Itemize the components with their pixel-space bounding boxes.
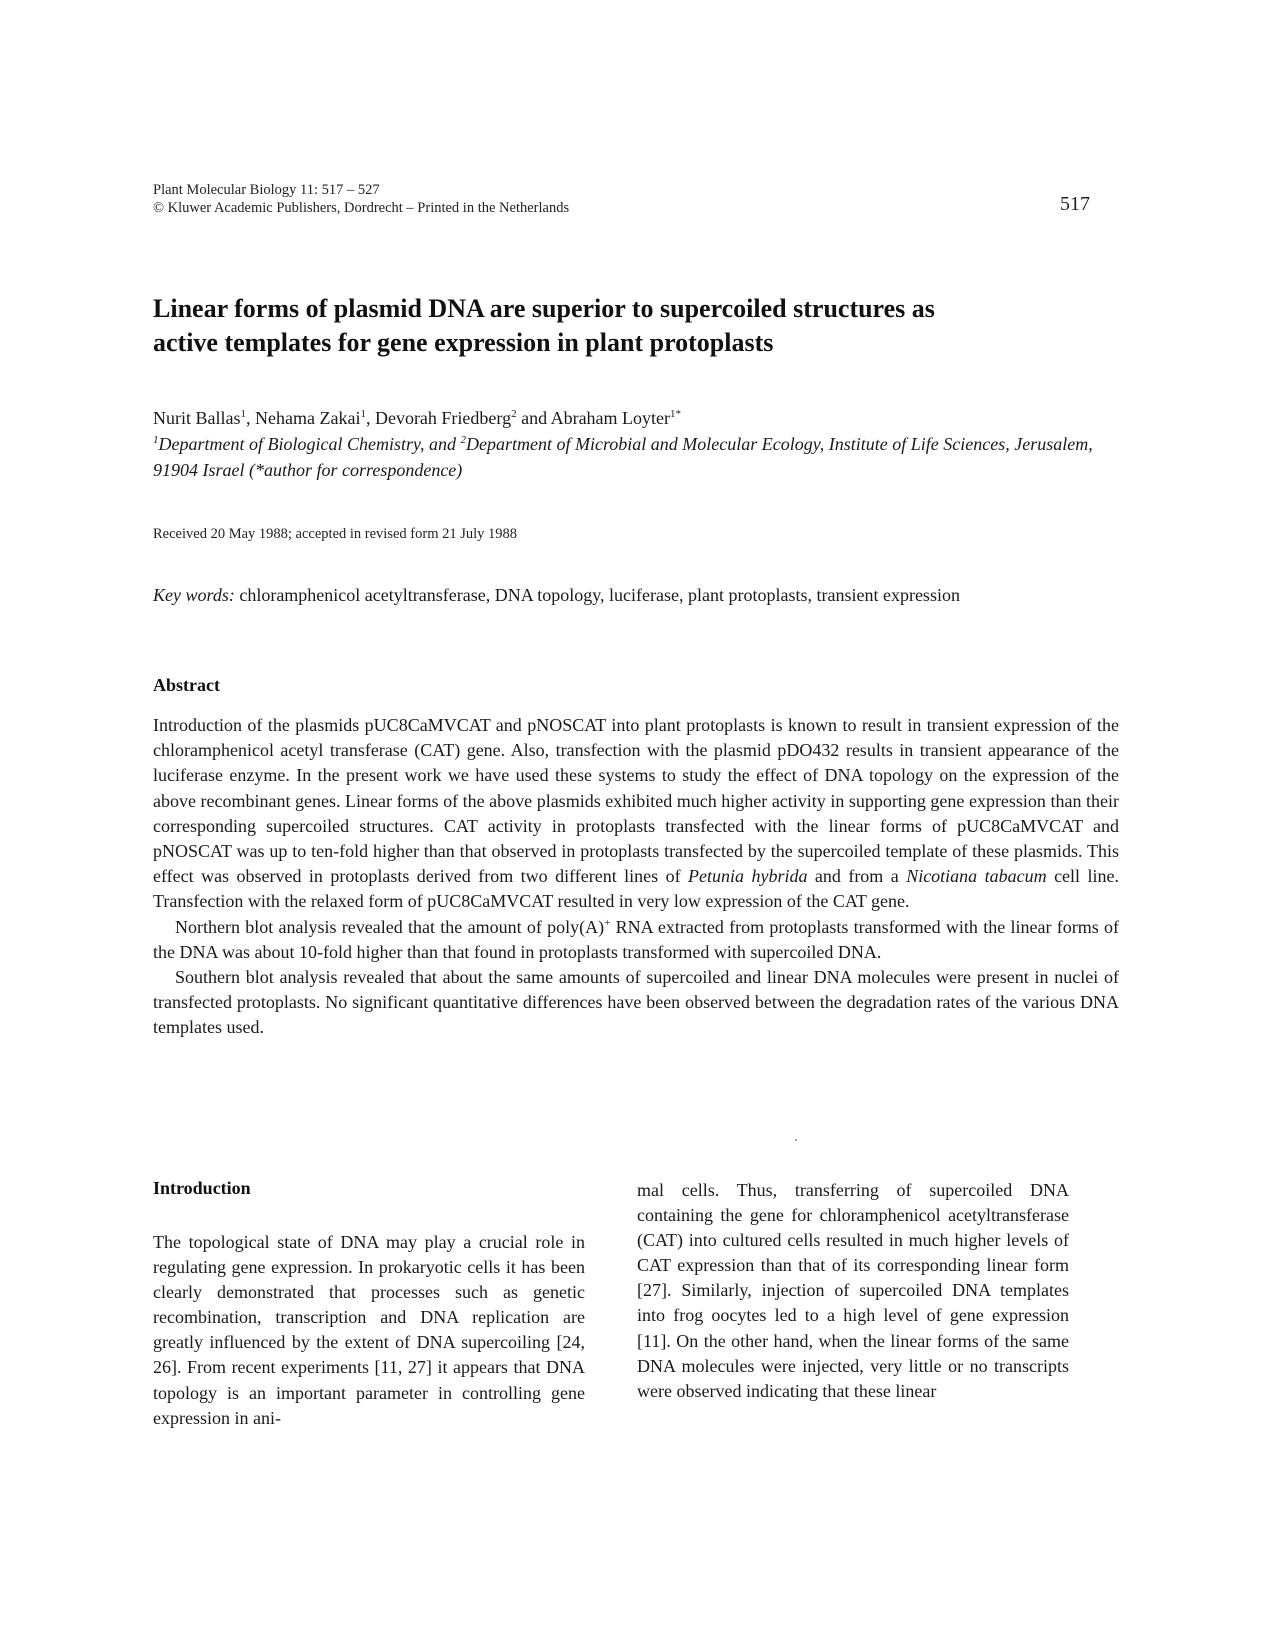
affiliation-text: Department of Biological Chemistry, and xyxy=(158,434,461,454)
title-line-2: active templates for gene expression in plant protoplasts xyxy=(153,328,774,357)
publisher-line: © Kluwer Academic Publishers, Dordrecht – Printed in the Netherlands xyxy=(153,200,570,216)
introduction-heading: Introduction xyxy=(153,1178,251,1198)
keywords-text: chloramphenicol acetyltransferase, DNA topology, luciferase, plant protoplasts, transient expression xyxy=(234,585,960,605)
superscript: + xyxy=(604,916,611,929)
affiliation-superscript: 1 xyxy=(153,434,159,446)
affiliation xyxy=(153,431,1118,483)
species-name: Petunia hybrida xyxy=(688,866,808,887)
author-name: Devorah Friedberg xyxy=(374,408,512,428)
author-superscript: 1* xyxy=(670,408,682,420)
author-superscript: 1 xyxy=(360,408,366,420)
abstract-text: Northern blot analysis revealed that the amount of poly(A) xyxy=(175,916,605,937)
author-name: Nehama Zakai xyxy=(255,408,361,428)
author-list xyxy=(153,406,681,430)
species-name: Nicotiana tabacum xyxy=(906,866,1047,887)
abstract-paragraph xyxy=(153,713,1119,915)
received-dates: Received 20 May 1988; accepted in revised form 21 July 1988 xyxy=(153,526,518,542)
abstract-text: and from a xyxy=(807,866,907,887)
author-name: Nurit Ballas xyxy=(153,408,241,428)
page-number: 517 xyxy=(1060,193,1090,215)
author-name: Abraham Loyter xyxy=(550,408,671,428)
author-separator: , xyxy=(365,408,375,428)
introduction-paragraph: mal cells. Thus, transferring of supercoiled DNA containing the gene for chloramphenicol acetyltransferase (CAT) into cultured cells resulted in much higher levels of CAT expression than that of its corresponding linear form [27]. Similarly, injection of supercoiled DNA templates into frog oocytes led to a high level of gene expression [11]. On the other hand, when the linear forms of the same DNA molecules were injected, very little or no transcripts were observed indicating that these linear xyxy=(637,1180,1069,1401)
abstract-text: RNA extracted from protoplasts transformed with the linear forms of the DNA was about 10-fold higher than that found in protoplasts transformed with supercoiled DNA. xyxy=(153,916,1119,962)
introduction-left-column xyxy=(153,1230,585,1431)
affiliation-text: Department of Microbial and Molecular Ecology, Institute of Life Sciences, Jerusalem, 91904 Israel (*author for correspondence) xyxy=(153,434,1093,480)
abstract-body xyxy=(153,713,1119,1041)
keywords xyxy=(153,582,1118,609)
keywords-label: Key words: xyxy=(153,585,235,605)
print-speck xyxy=(795,1139,797,1141)
author-separator: , xyxy=(246,408,255,428)
introduction-paragraph: The topological state of DNA may play a crucial role in regulating gene expression. In prokaryotic cells it has been clearly demonstrated that processes such as genetic recombination, transcription and DNA replication are greatly influenced by the extent of DNA supercoiling [24, 26]. From recent experiments [11, 27] it appears that DNA topology is an important parameter in controlling gene expression in ani- xyxy=(153,1232,585,1428)
abstract-text: cell line. Transfection with the relaxed form of pUC8CaMVCAT resulted in very low expression of the CAT gene. xyxy=(153,866,1119,912)
title-line-1: Linear forms of plasmid DNA are superior to supercoiled structures as xyxy=(153,294,935,323)
journal-citation: Plant Molecular Biology 11: 517 – 527 xyxy=(153,182,380,198)
abstract-text: Introduction of the plasmids pUC8CaMVCAT and pNOSCAT into plant protoplasts is known to result in transient expression of the chloramphenicol acetyl transferase (CAT) gene. Also, transfection with the plasmid pDO432 results in transient appearance of the luciferase enzyme. In the present work we have used these systems to study the effect of DNA topology on the expression of the above recombinant genes. Linear forms of the above plasmids exhibited much higher activity in supporting gene expression than their corresponding supercoiled structures. CAT activity in protoplasts transfected with the linear forms of pUC8CaMVCAT and pNOSCAT was up to ten-fold higher than that observed in protoplasts transfected by the supercoiled template of these plasmids. This effect was observed in protoplasts derived from two different lines of xyxy=(153,715,1119,887)
introduction-right-column xyxy=(637,1178,1069,1404)
abstract-paragraph xyxy=(153,915,1119,965)
author-separator: and xyxy=(516,408,551,428)
article-title xyxy=(153,292,1113,360)
abstract-paragraph: Southern blot analysis revealed that about the same amounts of supercoiled and linear DNA molecules were present in nuclei of transfected protoplasts. No significant quantitative differences have been observed between the degradation rates of the various DNA templates used. xyxy=(153,967,1119,1038)
author-superscript: 1 xyxy=(240,408,246,420)
affiliation-superscript: 2 xyxy=(460,434,466,446)
abstract-heading: Abstract xyxy=(153,675,220,695)
author-superscript: 2 xyxy=(511,408,517,420)
